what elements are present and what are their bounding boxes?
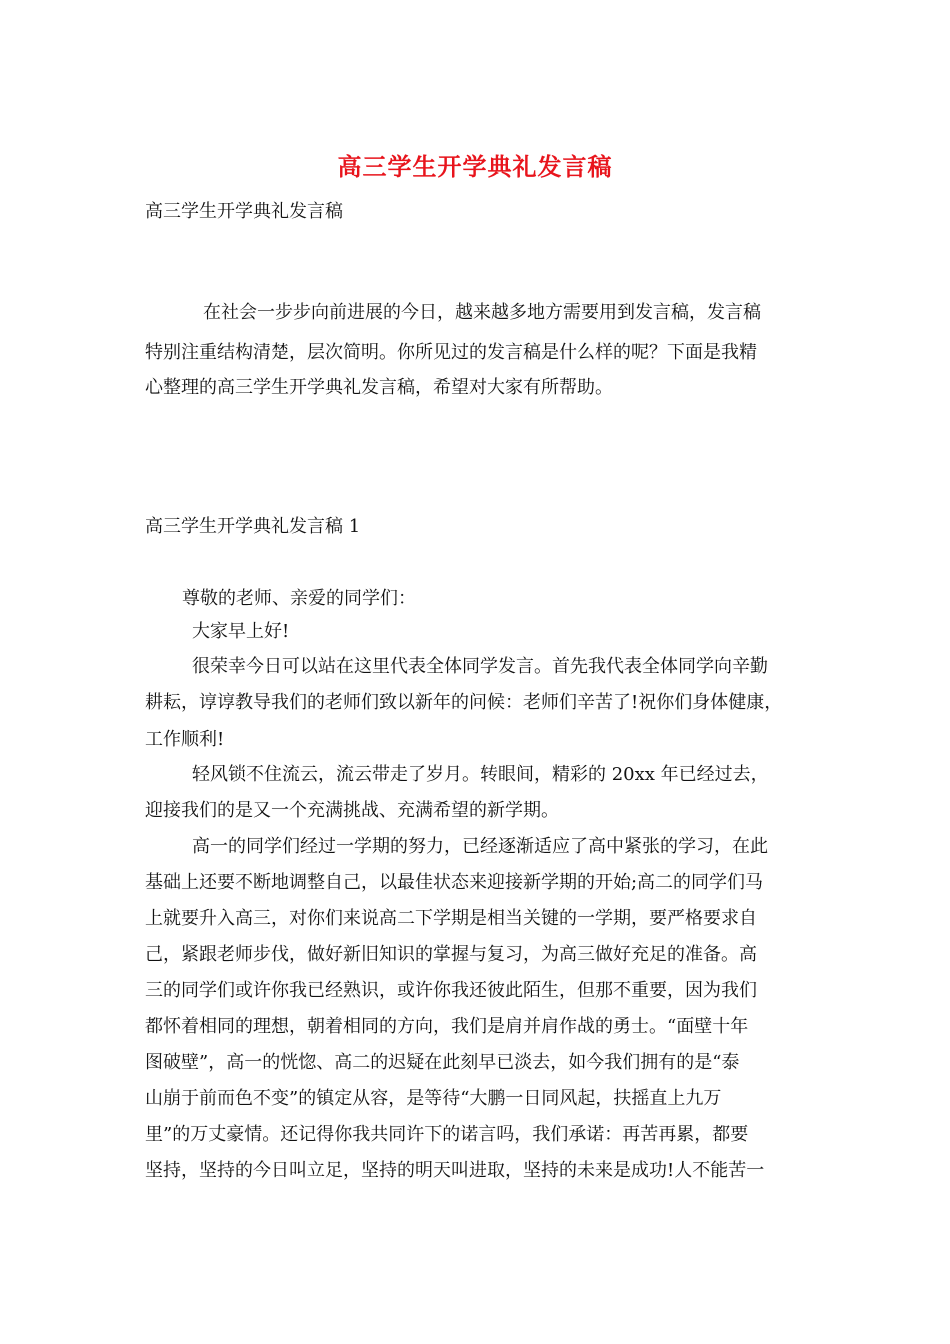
para2-line-1: 轻风锁不住流云，流云带走了岁月。转眼间，精彩的 20xx 年已经过去，	[192, 764, 769, 785]
para3-line-2: 基础上还要不断地调整自己，以最佳状态来迎接新学期的开始;高二的同学们马	[145, 872, 764, 893]
para3-line-5: 三的同学们或许你我已经熟识，或许你我还彼此陌生，但那不重要，因为我们	[145, 980, 757, 1001]
para3-line-1: 高一的同学们经过一学期的努力，已经逐渐适应了高中紧张的学习，在此	[192, 836, 768, 857]
para3-line-10: 坚持，坚持的今日叫立足，坚持的明天叫进取，坚持的未来是成功!人不能苦一	[145, 1160, 765, 1181]
para3-line-7: 图破壁”，高一的恍惚、高二的迟疑在此刻早已淡去，如今我们拥有的是“泰	[145, 1052, 740, 1073]
section-heading: 高三学生开学典礼发言稿 1	[145, 516, 361, 537]
para1-line-2: 耕耘，谆谆教导我们的老师们致以新年的问候：老师们辛苦了!祝你们身体健康，	[145, 692, 783, 713]
para1-line-1: 很荣幸今日可以站在这里代表全体同学发言。首先我代表全体同学向辛勤	[192, 656, 768, 677]
para3-line-8: 山崩于前而色不变”的镇定从容，是等待“大鹏一日同风起，扶摇直上九万	[145, 1088, 722, 1109]
salutation: 尊敬的老师、亲爱的同学们：	[182, 588, 416, 609]
intro-line-3: 心整理的高三学生开学典礼发言稿，希望对大家有所帮助。	[145, 377, 613, 398]
document-subtitle: 高三学生开学典礼发言稿	[145, 201, 343, 222]
para3-line-9: 里”的万丈豪情。还记得你我共同许下的诺言吗，我们承诺：再苦再累，都要	[145, 1124, 749, 1145]
document-title: 高三学生开学典礼发言稿	[337, 152, 613, 181]
greeting: 大家早上好!	[192, 621, 290, 642]
para2-line-2: 迎接我们的是又一个充满挑战、充满希望的新学期。	[145, 800, 559, 821]
para3-line-3: 上就要升入高三，对你们来说高二下学期是相当关键的一学期，要严格要求自	[145, 908, 757, 929]
intro-line-1: 在社会一步步向前进展的今日，越来越多地方需要用到发言稿，发言稿	[203, 302, 761, 323]
para3-line-4: 己，紧跟老师步伐，做好新旧知识的掌握与复习，为高三做好充足的准备。高	[145, 944, 757, 965]
para1-line-3: 工作顺利!	[145, 729, 225, 750]
para3-line-6: 都怀着相同的理想，朝着相同的方向，我们是肩并肩作战的勇士。“面壁十年	[145, 1016, 749, 1037]
intro-line-2: 特别注重结构清楚，层次简明。你所见过的发言稿是什么样的呢？下面是我精	[145, 342, 757, 363]
